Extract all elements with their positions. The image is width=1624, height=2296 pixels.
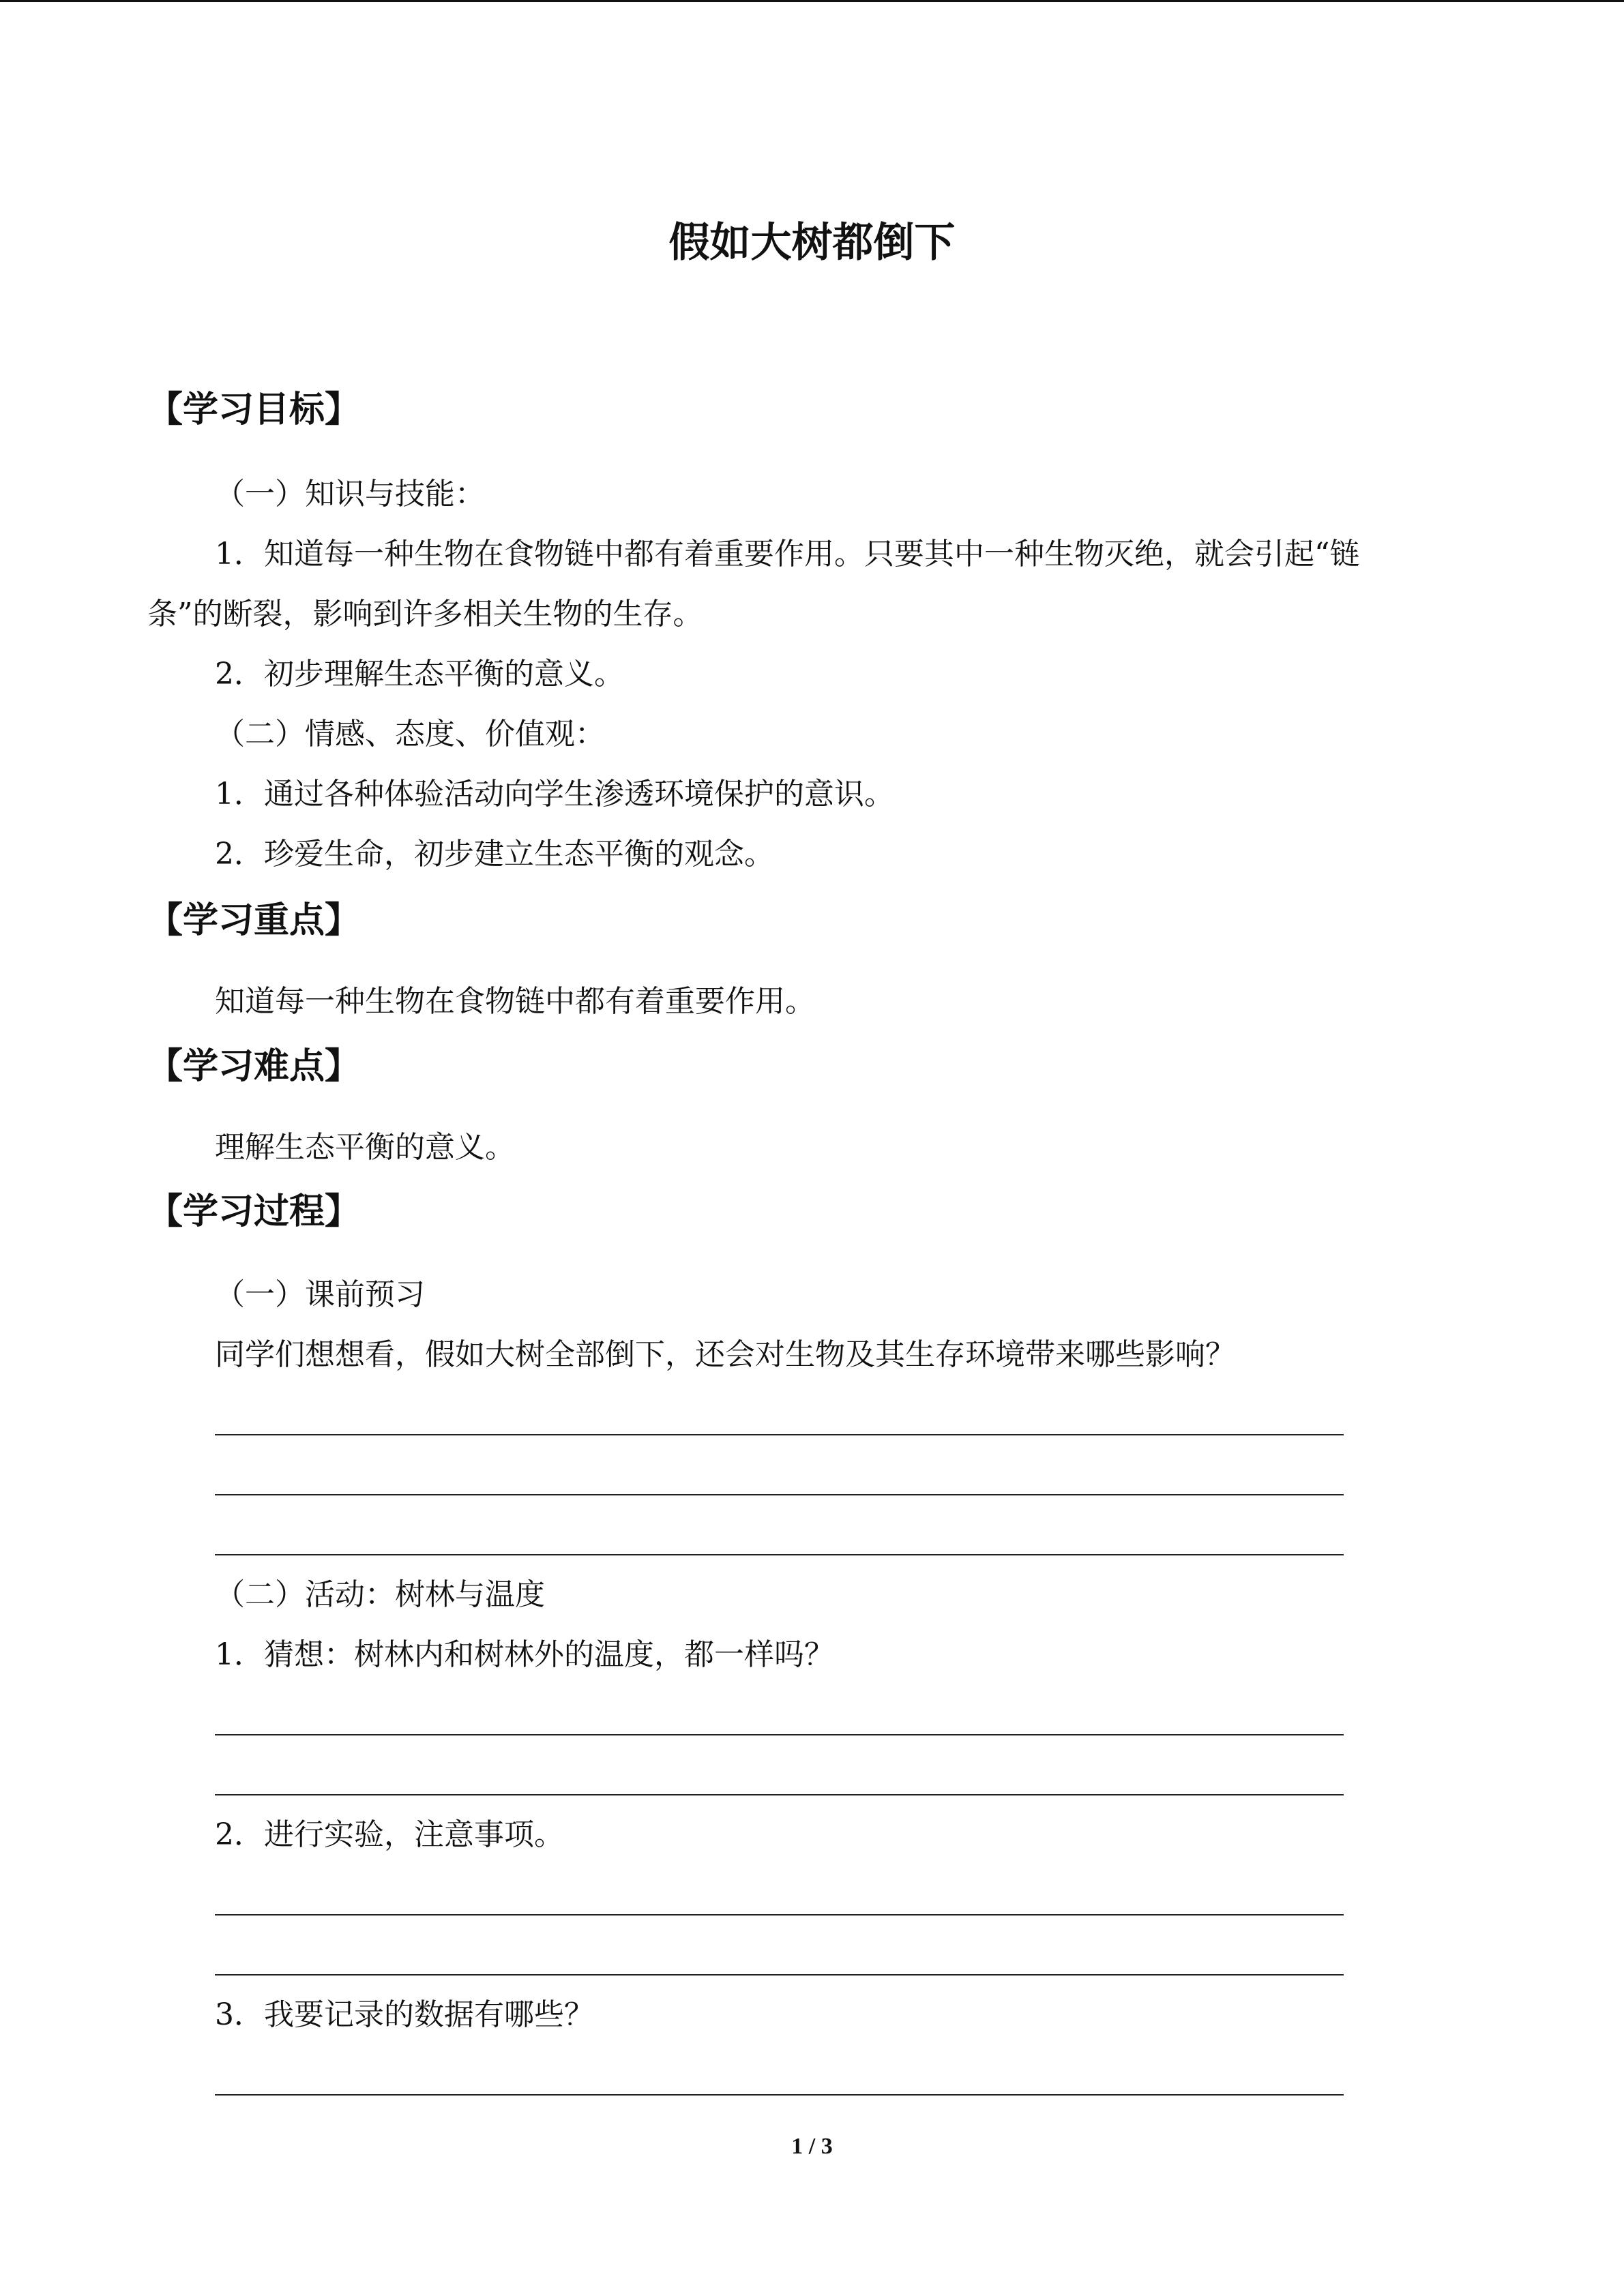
subheading-emotion-values: （二）情感、态度、价值观： xyxy=(215,717,605,751)
heading-learning-process: 【学习过程】 xyxy=(147,1191,361,1232)
goal-item-2: 2．初步理解生态平衡的意义。 xyxy=(215,657,624,691)
heading-difficulties: 【学习难点】 xyxy=(147,1046,361,1087)
activity-question-2: 2．进行实验，注意事项。 xyxy=(215,1817,564,1852)
document-title: 假如大树都倒下 xyxy=(668,219,956,267)
page-number: 1 / 3 xyxy=(791,2134,833,2159)
answer-line xyxy=(215,1794,1344,1795)
answer-line xyxy=(215,1494,1344,1495)
difficulties-text: 理解生态平衡的意义。 xyxy=(215,1130,515,1165)
goal-item-1-line-2: 条”的断裂，影响到许多相关生物的生存。 xyxy=(147,597,703,631)
heading-learning-goals: 【学习目标】 xyxy=(147,389,361,430)
answer-line xyxy=(215,1554,1344,1555)
answer-line xyxy=(215,2094,1344,2096)
activity-question-3: 3．我要记录的数据有哪些？ xyxy=(215,1997,594,2032)
answer-line xyxy=(215,1914,1344,1915)
goal-item-3: 1．通过各种体验活动向学生渗透环境保护的意识。 xyxy=(215,777,894,811)
answer-line xyxy=(215,1734,1344,1735)
activity-label: （二）活动：树林与温度 xyxy=(215,1577,545,1612)
preview-question: 同学们想想看，假如大树全部倒下，还会对生物及其生存环境带来哪些影响？ xyxy=(215,1337,1235,1372)
answer-line xyxy=(215,1434,1344,1435)
answer-line xyxy=(215,1974,1344,1976)
activity-question-1: 1．猜想：树林内和树林外的温度，都一样吗？ xyxy=(215,1637,834,1672)
goal-item-4: 2．珍爱生命，初步建立生态平衡的观念。 xyxy=(215,837,774,871)
subheading-knowledge-skills: （一）知识与技能： xyxy=(215,477,485,511)
page-top-border xyxy=(0,0,1624,2)
key-points-text: 知道每一种生物在食物链中都有着重要作用。 xyxy=(215,984,815,1019)
heading-key-points: 【学习重点】 xyxy=(147,900,361,941)
goal-item-1-line-1: 1．知道每一种生物在食物链中都有着重要作用。只要其中一种生物灭绝，就会引起“链 xyxy=(215,537,1360,571)
preview-label: （一）课前预习 xyxy=(215,1277,425,1312)
